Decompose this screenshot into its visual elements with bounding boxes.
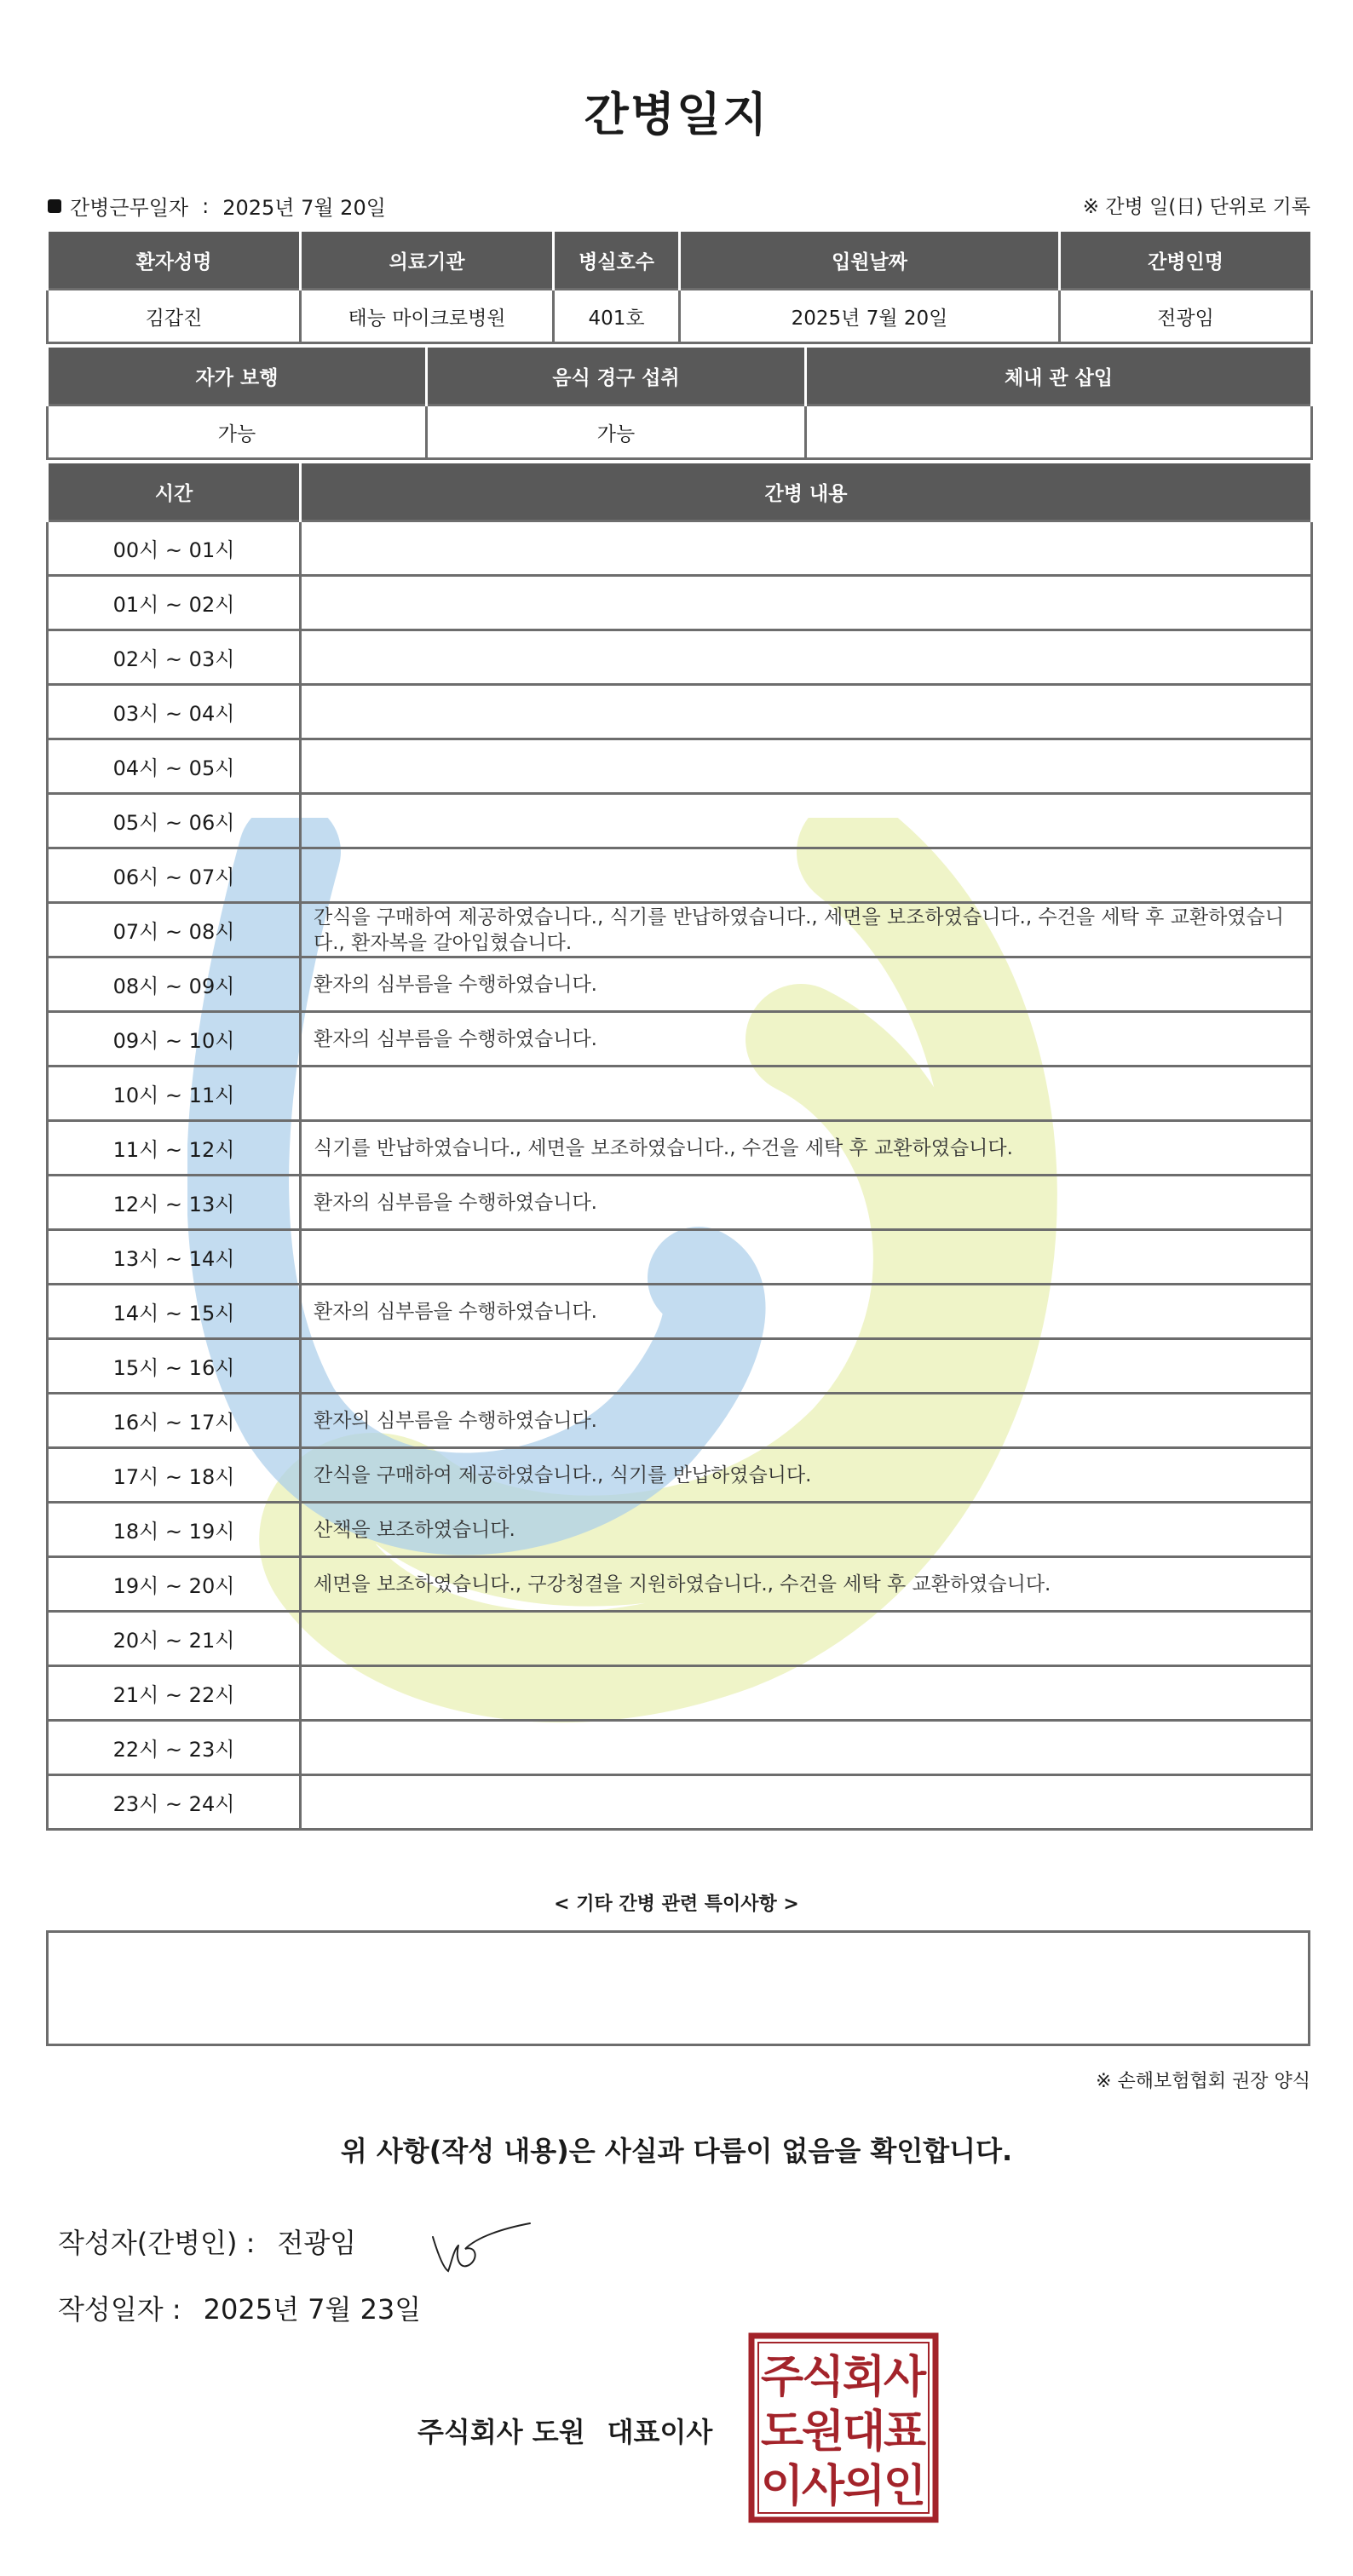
work-date <box>48 191 386 221</box>
log-row <box>48 1612 1312 1666</box>
log-time-cell: 14시 ~ 15시 <box>48 1285 301 1339</box>
log-care-cell <box>301 521 1312 576</box>
oral-intake-value: 가능 <box>427 405 806 459</box>
patient-name: 김갑진 <box>48 290 301 343</box>
log-row <box>48 1012 1312 1067</box>
work-date-separator: : <box>202 193 210 218</box>
special-notes-box <box>46 1930 1310 2046</box>
log-row <box>48 794 1312 848</box>
log-care-cell: 환자의 심부름을 수행하였습니다. <box>301 1012 1312 1067</box>
log-row <box>48 903 1312 957</box>
log-care-cell <box>301 848 1312 903</box>
log-row <box>48 576 1312 630</box>
log-time-cell: 03시 ~ 04시 <box>48 685 301 739</box>
log-care-cell: 환자의 심부름을 수행하였습니다. <box>301 1176 1312 1230</box>
log-row <box>48 1775 1312 1830</box>
header-tube-insertion: 체내 관 삽입 <box>806 348 1312 405</box>
patient-info-value-row <box>48 290 1312 343</box>
log-time-cell: 16시 ~ 17시 <box>48 1394 301 1448</box>
log-row <box>48 521 1312 576</box>
log-row <box>48 957 1312 1012</box>
log-care-cell: 산책을 보조하였습니다. <box>301 1503 1312 1557</box>
log-row <box>48 630 1312 685</box>
seal-glyph: 원 <box>801 2406 845 2458</box>
seal-glyph: 주 <box>760 2352 804 2403</box>
header-care-content: 간병 내용 <box>301 463 1312 521</box>
log-row <box>48 1176 1312 1230</box>
caregiver-name: 전광임 <box>1060 290 1312 343</box>
log-care-cell <box>301 739 1312 794</box>
patient-info-header-row <box>48 232 1312 290</box>
log-row <box>48 739 1312 794</box>
log-time-cell: 00시 ~ 01시 <box>48 521 301 576</box>
header-hospital: 의료기관 <box>301 232 554 290</box>
log-time-cell: 02시 ~ 03시 <box>48 630 301 685</box>
log-care-cell <box>301 630 1312 685</box>
header-caregiver-name: 간병인명 <box>1060 232 1312 290</box>
log-time-cell: 18시 ~ 19시 <box>48 1503 301 1557</box>
daily-record-note: ※ 간병 일(日) 단위로 기록 <box>1082 196 1310 218</box>
work-date-label: 간병근무일자 <box>70 196 189 220</box>
log-care-cell: 환자의 심부름을 수행하였습니다. <box>301 1285 1312 1339</box>
bullet-square-icon <box>48 199 61 213</box>
writer-line <box>58 2222 356 2261</box>
log-care-cell: 환자의 심부름을 수행하였습니다. <box>301 1394 1312 1448</box>
log-care-cell: 세면을 보조하였습니다., 구강청결을 지원하였습니다., 수건을 세탁 후 교환하였습니다. <box>301 1557 1312 1612</box>
self-walking-value: 가능 <box>48 405 427 459</box>
seal-glyph: 인 <box>883 2461 927 2512</box>
log-row <box>48 1448 1312 1503</box>
log-row <box>48 1557 1312 1612</box>
log-time-cell: 10시 ~ 11시 <box>48 1067 301 1121</box>
log-time-cell: 12시 ~ 13시 <box>48 1176 301 1230</box>
log-care-cell <box>301 1666 1312 1721</box>
log-care-cell <box>301 1339 1312 1394</box>
patient-info-table <box>46 232 1313 344</box>
tube-insertion-value <box>806 405 1312 459</box>
log-header-row <box>48 463 1312 521</box>
log-time-cell: 19시 ~ 20시 <box>48 1557 301 1612</box>
seal-glyph: 사 <box>883 2352 927 2403</box>
log-row <box>48 1666 1312 1721</box>
log-body <box>48 521 1312 1830</box>
log-row <box>48 1339 1312 1394</box>
writer-label: 작성자(간병인) : <box>58 2227 256 2259</box>
confirmation-statement: 위 사항(작성 내용)은 사실과 다름이 없음을 확인합니다. <box>340 2135 1013 2167</box>
log-care-cell <box>301 576 1312 630</box>
log-time-cell: 08시 ~ 09시 <box>48 957 301 1012</box>
log-time-cell: 01시 ~ 02시 <box>48 576 301 630</box>
seal-glyph: 대 <box>842 2406 886 2458</box>
log-care-cell <box>301 1721 1312 1775</box>
log-row <box>48 1121 1312 1176</box>
log-row <box>48 1067 1312 1121</box>
log-row <box>48 685 1312 739</box>
log-care-cell <box>301 685 1312 739</box>
seal-glyph: 이 <box>760 2461 804 2512</box>
patient-status-header-row <box>48 348 1312 405</box>
log-time-cell: 06시 ~ 07시 <box>48 848 301 903</box>
log-care-cell: 간식을 구매하여 제공하였습니다., 식기를 반납하였습니다. <box>301 1448 1312 1503</box>
header-time: 시간 <box>48 463 301 521</box>
log-care-cell <box>301 1067 1312 1121</box>
log-care-cell <box>301 1775 1312 1830</box>
admission-date: 2025년 7월 20일 <box>680 290 1060 343</box>
log-time-cell: 11시 ~ 12시 <box>48 1121 301 1176</box>
company-seal-stamp <box>748 2332 939 2523</box>
seal-glyph: 회 <box>842 2352 886 2403</box>
log-time-cell: 05시 ~ 06시 <box>48 794 301 848</box>
patient-status-value-row <box>48 405 1312 459</box>
log-time-cell: 04시 ~ 05시 <box>48 739 301 794</box>
company-name: 주식회사 도원 <box>417 2416 585 2448</box>
log-care-cell <box>301 1230 1312 1285</box>
patient-status-table <box>46 348 1313 460</box>
hospital-name: 태능 마이크로병원 <box>301 290 554 343</box>
written-date-label: 작성일자 : <box>58 2293 181 2326</box>
hourly-care-log-table <box>46 463 1313 1831</box>
header-patient-name: 환자성명 <box>48 232 301 290</box>
log-time-cell: 07시 ~ 08시 <box>48 903 301 957</box>
written-date-line <box>58 2288 421 2327</box>
seal-glyph: 사 <box>801 2461 845 2512</box>
header-self-walking: 자가 보행 <box>48 348 427 405</box>
log-row <box>48 1721 1312 1775</box>
log-time-cell: 17시 ~ 18시 <box>48 1448 301 1503</box>
log-care-cell: 환자의 심부름을 수행하였습니다. <box>301 957 1312 1012</box>
log-row <box>48 1285 1312 1339</box>
log-care-cell: 간식을 구매하여 제공하였습니다., 식기를 반납하였습니다., 세면을 보조하였습니다., 수건을 세탁 후 교환하였습니다., 환자복을 갈아입혔습니다. <box>301 903 1312 957</box>
log-time-cell: 13시 ~ 14시 <box>48 1230 301 1285</box>
company-title: 대표이사 <box>607 2416 713 2448</box>
header-room-number: 병실호수 <box>554 232 680 290</box>
written-date-value: 2025년 7월 23일 <box>203 2293 422 2326</box>
log-time-cell: 22시 ~ 23시 <box>48 1721 301 1775</box>
writer-name: 전광임 <box>277 2227 357 2259</box>
seal-glyph: 도 <box>760 2406 804 2458</box>
special-notes-title: < 기타 간병 관련 특이사항 > <box>554 1894 799 1915</box>
log-care-cell <box>301 1612 1312 1666</box>
seal-glyph: 의 <box>842 2461 886 2512</box>
log-care-cell: 식기를 반납하였습니다., 세면을 보조하였습니다., 수건을 세탁 후 교환하였습니다. <box>301 1121 1312 1176</box>
work-date-value: 2025년 7월 20일 <box>222 196 386 220</box>
log-time-cell: 15시 ~ 16시 <box>48 1339 301 1394</box>
handwritten-signature <box>426 2211 537 2280</box>
room-number: 401호 <box>554 290 680 343</box>
log-time-cell: 09시 ~ 10시 <box>48 1012 301 1067</box>
page-title: 간병일지 <box>584 88 769 141</box>
header-oral-intake: 음식 경구 섭취 <box>427 348 806 405</box>
form-source-note: ※ 손해보험협회 권장 양식 <box>1096 2071 1310 2092</box>
log-time-cell: 23시 ~ 24시 <box>48 1775 301 1830</box>
log-row <box>48 848 1312 903</box>
log-care-cell <box>301 794 1312 848</box>
log-time-cell: 20시 ~ 21시 <box>48 1612 301 1666</box>
seal-glyph: 식 <box>801 2352 845 2403</box>
log-row <box>48 1394 1312 1448</box>
log-row <box>48 1230 1312 1285</box>
seal-glyph: 표 <box>883 2406 927 2458</box>
log-row <box>48 1503 1312 1557</box>
header-admission-date: 입원날짜 <box>680 232 1060 290</box>
log-time-cell: 21시 ~ 22시 <box>48 1666 301 1721</box>
company-line <box>417 2411 712 2450</box>
